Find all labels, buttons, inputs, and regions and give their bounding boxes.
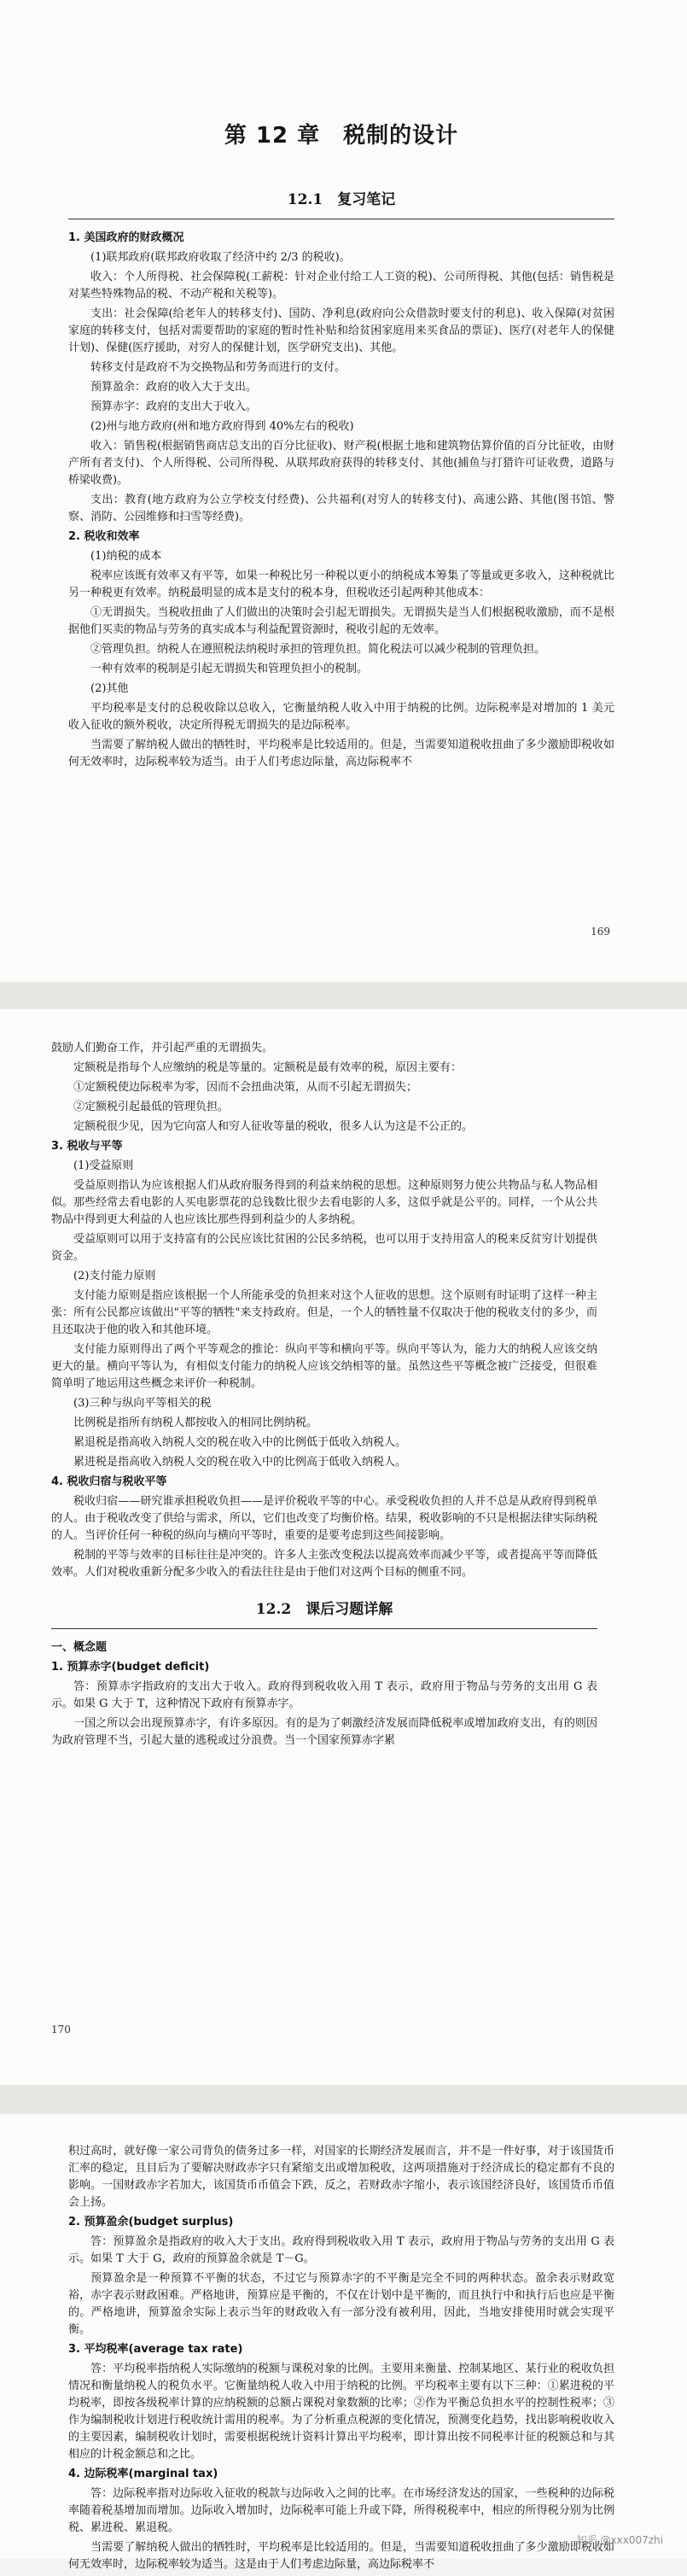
subheading: (2)州与地方政府(州和地方政府得到 40%左右的税收) bbox=[90, 420, 354, 433]
page-number: 170 bbox=[51, 2024, 71, 2036]
paragraph: 鼓励人们勤奋工作，并引起严重的无谓损失。 bbox=[51, 1042, 274, 1054]
paragraph: 支付能力原则得出了两个平等观念的推论：纵向平等和横向平等。纵向平等认为，能力大的纳税人应该交纳更大的量。横向平等认为，有相似支付能力的纳税人应该交纳相等的量。虽然这些平等概念被广泛接受，但很难简单明了地运用这些概念来评价一种税制。 bbox=[51, 1343, 597, 1390]
term-heading: 2. 预算盈余(budget surplus) bbox=[68, 2216, 234, 2228]
subheading: (1)纳税的成本 bbox=[90, 550, 162, 563]
paragraph: 累退税是指高收入纳税人交的税在收入中的比例低于低收入纳税人。 bbox=[73, 1436, 407, 1449]
term-heading: 3. 平均税率(average tax rate) bbox=[68, 2343, 243, 2356]
term-heading: 4. 边际税率(marginal tax) bbox=[68, 2468, 218, 2480]
paragraph: 定额税是指每个人应缴纳的税是等量的。定额税是最有效率的税，原因主要有： bbox=[73, 1061, 463, 1074]
paragraph: ①无谓损失。当税收扭曲了人们做出的决策时会引起无谓损失。无谓损失是当人们根据税收激励，而不是根据他们买卖的物品与劳务的真实成本与利益配置资源时，税收引起的无效率。 bbox=[68, 606, 614, 636]
answer-paragraph: 答：预算盈余是指政府的收入大于支出。政府得到税收收入用 T 表示，政府用于物品与劳务的支出用 G 表示。如果 T 大于 G，政府的预算盈余就是 T－G。 bbox=[68, 2235, 614, 2265]
paragraph: 税制的平等与效率的目标往往是冲突的。许多人主张改变税法以提高效率而减少平等，或者提高平等而降低效率。人们对税收重新分配多少收入的看法往往是由于他们对这两个目标的侧重不同。 bbox=[51, 1549, 597, 1579]
section-title: 12.2 课后习题详解 bbox=[255, 1601, 393, 1618]
paragraph: 预算赤字：政府的支出大于收入。 bbox=[90, 400, 258, 413]
subheading: (1)联邦政府(联邦政府收取了经济中约 2/3 的税收)。 bbox=[90, 251, 351, 264]
subheading: (2)其他 bbox=[90, 682, 129, 695]
book-page-170 bbox=[0, 1009, 687, 2085]
chapter-title: 第 12 章 税制的设计 bbox=[224, 123, 459, 149]
book-page-169 bbox=[0, 0, 687, 982]
subheading: (1)受益原则 bbox=[73, 1159, 134, 1172]
paragraph: 比例税是指所有纳税人都按收入的相同比例纳税。 bbox=[73, 1417, 318, 1429]
heading: 2. 税收和效率 bbox=[68, 530, 140, 543]
section-title: 12.1 复习笔记 bbox=[287, 191, 396, 208]
paragraph: 转移支付是政府不为交换物品和劳务而进行的支付。 bbox=[90, 361, 346, 374]
answer-paragraph: 一国之所以会出现预算赤字，有许多原因。有的是为了刺激经济发展而降低税率或增加政府支出，有的则因为政府管理不当，引起大量的逃税或过分浪费。当一个国家预算赤字累 bbox=[51, 1717, 597, 1747]
subheading: (2)支付能力原则 bbox=[73, 1270, 156, 1282]
paragraph: 收入：销售税(根据销售商店总支出的百分比征收)、财产税(根据土地和建筑物估算价值的百分比征收，由财产所有者支付)、个人所得税、公司所得税、从联邦政府获得的转移支付、其他(捕鱼与打猎许可证收费，道路与桥梁收费)。 bbox=[68, 440, 614, 487]
answer-paragraph: 预算盈余是一种预算不平衡的状态，不过它与预算赤字的不平衡是完全不同的两种状态。盈余表示财政宽裕，赤字表示财政困难。严格地讲，预算应是平衡的，不仅在计划中是平衡的，而且执行中和执行后也应是平衡的。严格地讲，预算盈余实际上表示当年的财政收入有一部分没有被利用，因此，当地安排使用时就会实现平衡。 bbox=[68, 2272, 614, 2336]
page-gap bbox=[0, 2085, 687, 2114]
paragraph: 积过高时，就好像一家公司背负的债务过多一样，对国家的长期经济发展而言，并不是一件好事，对于该国货币汇率的稳定，且目后为了要解决财政赤字只有紧缩支出或增加税收，这两项措施对于经济成长的稳定都有不良的影响。一国财政赤字若加大，该国货币币值会下跌，反之，若财政赤字缩小，表示该国经济良好，该国货币币值会上扬。 bbox=[68, 2145, 614, 2209]
answer-paragraph: 当需要了解纳税人做出的牺牲时，平均税率是比较适用的。但是，当需要知道税收扭曲了多少激励即税收如何无效率时，边际税率较为适当。这是由于人们考虑边际量，高边际税率不 bbox=[68, 2541, 614, 2571]
paragraph: 税收归宿——研究谁承担税收负担——是评价税收平等的中心。承受税收负担的人并不总是从政府得到税单的人。由于税收改变了供给与需求，所以，它们也改变了均衡价格。结果，税收影响的不只是根据法律实际纳税的人。当评价任何一种税的纵向与横向平等时，重要的是要考虑到这些间接影响。 bbox=[51, 1495, 597, 1542]
paragraph: 一种有效率的税制是引起无谓损失和管理负担小的税制。 bbox=[90, 663, 369, 675]
heading: 3. 税收与平等 bbox=[51, 1140, 123, 1153]
paragraph: 受益原则可以用于支持富有的公民应该比贫困的公民多纳税，也可以用于支持用富人的税来反贫穷计划提供资金。 bbox=[51, 1233, 597, 1263]
paragraph: ②管理负担。纳税人在遵照税法纳税时承担的管理负担。简化税法可以减少税制的管理负担。 bbox=[90, 643, 546, 656]
answer-paragraph: 答：边际税率指对边际收入征收的税款与边际收入之间的比率。在市场经济发达的国家，一些税种的边际税率随着税基增加而增加。边际收入增加时，边际税率可能上升或下降，所得税税率中，相应的所得税分别为比例税、累进税、累退税。 bbox=[68, 2487, 614, 2534]
paragraph: 支付能力原则是指应该根据一个人所能承受的负担来对这个人征收的思想。这个原则有时证明了这样一种主张：所有公民都应该做出"平等的牺牲"来支持政府。但是，一个人的牺牲量不仅取决于他的税收支付的多少，而且还取决于他的收入和其他环境。 bbox=[51, 1289, 597, 1336]
paragraph: 收入：个人所得税、社会保障税(工薪税：针对企业付给工人工资的税)、公司所得税、其他(包括：销售税是对某些特殊物品的税、不动产税和关税等)。 bbox=[68, 271, 614, 301]
heading: 一、概念题 bbox=[51, 1641, 108, 1654]
page-gap bbox=[0, 982, 687, 1009]
book-page-171 bbox=[0, 2114, 687, 2571]
paragraph: 当需要了解纳税人做出的牺牲时，平均税率是比较适用的。但是，当需要知道税收扭曲了多少激励即税收如何无效率时，边际税率较为适当。由于人们考虑边际量，高边际税率不 bbox=[68, 739, 614, 768]
page-number: 169 bbox=[591, 926, 610, 938]
section-rule bbox=[51, 1628, 597, 1629]
paragraph: 支出：社会保障(给老年人的转移支付)、国防、净利息(政府向公众借款时要支付的利息)、收入保障(对贫困家庭的转移支付，包括对需要帮助的家庭的暂时性补贴和给贫困家庭用来买食品的票证)、医疗(对老年人的保健计划)、保健(医疗援助，对穷人的保健计划，医学研究支出)、其他。 bbox=[68, 307, 614, 354]
paragraph: 预算盈余：政府的收入大于支出。 bbox=[90, 381, 258, 394]
heading: 1. 美国政府的财政概况 bbox=[68, 231, 184, 244]
paragraph: 定额税很少见，因为它向富人和穷人征收等量的税收，很多人认为这是不公正的。 bbox=[73, 1120, 474, 1133]
paragraph: 支出：教育(地方政府为公立学校支付经费)、公共福利(对穷人的转移支付)、高速公路、其他(图书馆、警察、消防、公园维修和扫雪等经费)。 bbox=[68, 494, 614, 523]
subheading: (3)三种与纵向平等相关的税 bbox=[73, 1397, 212, 1410]
answer-paragraph: 答：预算赤字指政府的支出大于收入。政府得到税收收入用 T 表示，政府用于物品与劳务的支出用 G 表示。如果 G 大于 T，这种情况下政府有预算赤字。 bbox=[51, 1680, 597, 1710]
list-item: ②定额税引起最低的管理负担。 bbox=[73, 1101, 230, 1113]
heading: 4. 税收归宿与税收平等 bbox=[51, 1475, 167, 1488]
answer-paragraph: 答：平均税率指纳税人实际缴纳的税额与课税对象的比例。主要用来衡量、控制某地区、某行业的税收负担情况和衡量纳税人的税负水平。它衡量纳税人收入中用于纳税的比例。平均税率主要有以下三种：①累进税的平均税率，即按各级税率计算的应纳税额的总额占课税对象数额的比率；②作为平衡总负担水平的控制性税率；③作为编制税收计划进行税收统计需用的税率。为了分析重点税源的变化情况，预测变化趋势，找出影响税收收入的主要因素，编制税收计划时，需要根据税统计资料计算出平均税率，即计算出按不同税率计征的税额总和与其相应的计税金额总和之比。 bbox=[68, 2363, 614, 2461]
paragraph: 受益原则指认为应该根据人们从政府服务得到的利益来纳税的思想。这种原则努力使公共物品与私人物品相似。那些经常去看电影的人买电影票花的总钱数比很少去看电影的人多，这似乎就是公平的。同样，一个从公共物品中得到更大利益的人也应该比那些得到利益少的人多纳税。 bbox=[51, 1179, 597, 1226]
list-item: ①定额税使边际税率为零，因而不会扭曲决策，从而不引起无谓损失； bbox=[73, 1081, 418, 1094]
watermark: 知乎 @xxx007zhi bbox=[576, 2534, 663, 2546]
term-heading: 1. 预算赤字(budget deficit) bbox=[51, 1661, 210, 1674]
paragraph: 税率应该既有效率又有平等，如果一种税比另一种税以更小的纳税成本筹集了等量或更多收入，这种税就比另一种税更有效率。纳税最明显的成本是支付的税本身，但税收还引起两种其他成本： bbox=[68, 570, 614, 599]
paragraph: 平均税率是支付的总税收除以总收入，它衡量纳税人收入中用于纳税的比例。边际税率是对增加的 1 美元收入征收的额外税收，决定所得税无谓损失的是边际税率。 bbox=[68, 702, 614, 732]
paragraph: 累进税是指高收入纳税人交的税在收入中的比例高于低收入纳税人。 bbox=[73, 1456, 407, 1469]
